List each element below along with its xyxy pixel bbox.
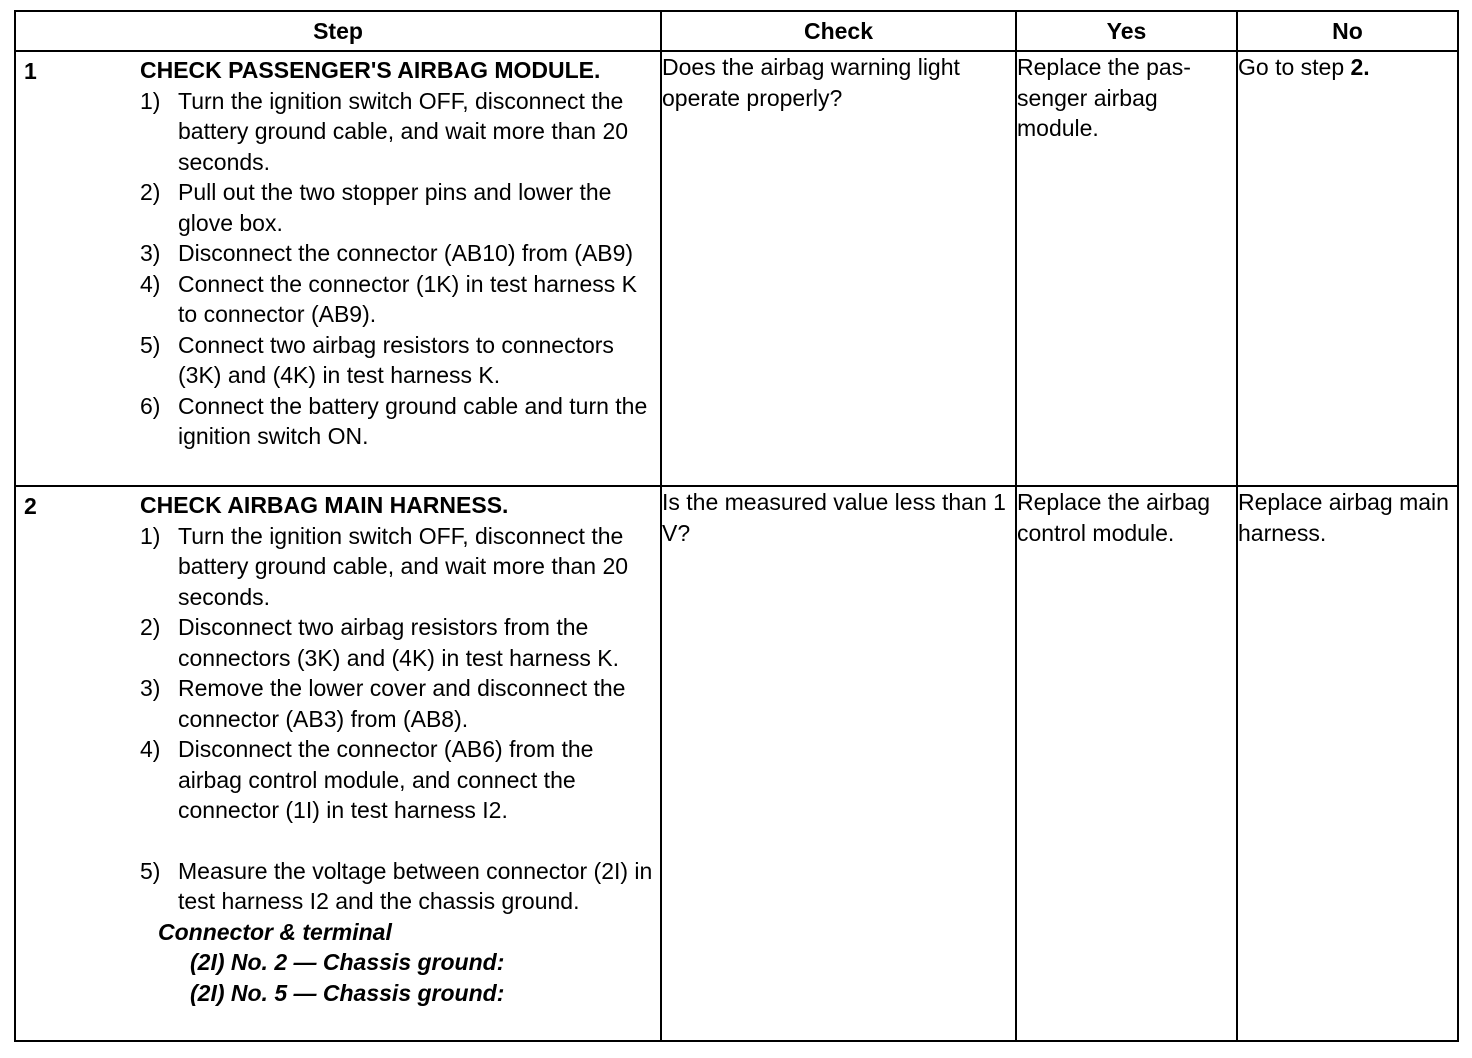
substep: 6) Connect the battery ground cable and turn the ignition switch ON. [140, 392, 648, 449]
substep: 4) Disconnect the connector (AB6) from the airbag control module, and connect the connector (1I) in test harness I2. [140, 736, 594, 823]
step-title: CHECK PASSENGER'S AIRBAG MODULE. [140, 57, 601, 83]
header-no: No [1237, 11, 1458, 51]
substep: 2) Pull out the two stopper pins and lower the glove box. [140, 179, 612, 236]
substep: 1) Turn the ignition switch OFF, disconnect the battery ground cable, and wait more than 20 seconds. [140, 522, 629, 610]
table-header-row [15, 11, 1458, 51]
spacer [140, 826, 656, 856]
spec-heading: Connector & terminal [158, 918, 392, 945]
yes-cell: Replace the pas- senger airbag module. [1016, 51, 1237, 486]
step-cell [15, 51, 661, 486]
no-cell: Replace airbag main harness. [1237, 486, 1458, 1041]
step-reference: 2. [1350, 54, 1370, 80]
substep: 5) Connect two airbag resistors to connectors (3K) and (4K) in test harness K. [140, 331, 614, 388]
yes-cell: Replace the airbag control module. [1016, 486, 1237, 1041]
substep: 2) Disconnect two airbag resistors from the connectors (3K) and (4K) in test harness K. [140, 614, 620, 671]
header-yes: Yes [1016, 11, 1237, 51]
check-cell: Does the airbag warning light operate properly? [661, 51, 1016, 486]
substep: 5) Measure the voltage between connector (2I) in test harness I2 and the chassis ground. [140, 857, 653, 914]
substep-list [140, 86, 656, 452]
check-cell: Is the measured value less than 1 V? [661, 486, 1016, 1041]
diagnostic-table [14, 10, 1459, 1042]
table-row [15, 486, 1458, 1041]
substep: 4) Connect the connector (1K) in test harness K to connector (AB9). [140, 270, 637, 327]
table-row [15, 51, 1458, 486]
spec-line: (2I) No. 2 — Chassis ground: [190, 949, 505, 975]
substep: 3) Remove the lower cover and disconnect the connector (AB3) from (AB8). [140, 675, 626, 732]
substep-list [140, 521, 656, 917]
step-number: 2 [24, 493, 37, 519]
header-check: Check [661, 11, 1016, 51]
header-step: Step [15, 11, 661, 51]
step-title: CHECK AIRBAG MAIN HARNESS. [140, 492, 509, 518]
no-text: Go to step [1238, 54, 1351, 80]
spec-line: (2I) No. 5 — Chassis ground: [190, 979, 505, 1006]
substep: 3) Disconnect the connector (AB10) from (AB9) [140, 240, 634, 266]
step-cell [15, 486, 661, 1041]
substep: 1) Turn the ignition switch OFF, disconnect the battery ground cable, and wait more than 20 seconds. [140, 87, 629, 175]
step-number: 1 [24, 58, 37, 84]
no-cell [1237, 51, 1458, 486]
